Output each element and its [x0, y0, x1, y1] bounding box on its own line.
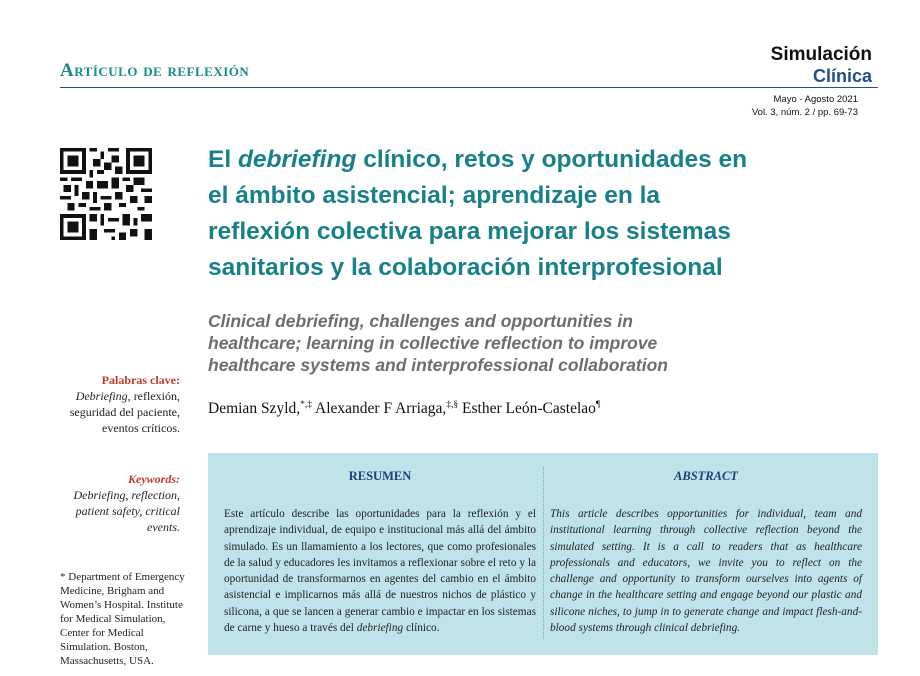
keywords-title: Keywords:	[128, 472, 180, 486]
column-divider	[543, 467, 544, 639]
author-affiliation-mark: ¶	[595, 400, 601, 410]
resumen-text-end: clínico.	[403, 622, 440, 635]
issue-info	[752, 93, 858, 119]
author-name: Demian Szyld,	[208, 400, 301, 418]
palabras-clave-text: reflexión, seguridad del paciente, eventos críticos.	[69, 389, 180, 435]
article-subtitle: Clinical debriefing, challenges and opportunities in healthcare; learning in collective reflection to improve healthcare systems and interprofessional collaboration	[208, 311, 668, 375]
author-name: Esther León-Castelao	[458, 400, 596, 418]
journal-logo	[771, 44, 872, 86]
resumen-heading: RESUMEN	[348, 469, 412, 483]
palabras-clave-italic: Debriefing,	[75, 389, 131, 403]
journal-name-line1: Simulación	[770, 44, 872, 65]
title-pre: El	[208, 146, 238, 173]
abstract-box	[208, 453, 878, 655]
author-affiliation-mark: *,‡	[300, 400, 312, 410]
palabras-clave-block	[56, 372, 180, 436]
abstract-body: This article describes opportunities for individual, team and institutional learning through collective reflection beyond the simulated setting. It is a call to readers that as healthcare professionals and educators, we invite you to reflect on the challenge and opportunity to transform ourselves into agents of change in the healthcare setting and engage beyond our plastic and silicone niches, to jump in to generate change and impact flesh-and-blood systems through clinical debriefing.	[550, 508, 862, 635]
keywords-block	[56, 471, 180, 535]
resumen-column	[224, 453, 536, 636]
author-list	[208, 400, 600, 418]
keywords-list: Debriefing, reflection, patient safety, critical events.	[73, 488, 180, 534]
palabras-clave-title: Palabras clave:	[101, 373, 180, 387]
author-name: Alexander F Arriaga,	[312, 400, 447, 418]
article-title	[208, 142, 768, 286]
title-post: clínico, retos y oportunidades en el ámbito asistencial; aprendizaje en la reflexión colectiva para mejorar los sistemas sanitarios y la colaboración interprofesional	[208, 146, 748, 281]
issue-volume: Vol. 3, núm. 2 / pp. 69-73	[751, 107, 858, 118]
resumen-text: Este artículo describe las oportunidades para la reflexión y el aprendizaje individual, de equipo e institucional más allá del ámbito simulado. Es un llamamiento a los lectores, que como profesionales de la salud y educadores les invitamos a reflexionar sobre el reto y la oportunidad de transformarnos en agentes del cambio en el ámbito asistencial e implicarnos más allá de nuestros nichos de plástico y silicona, a que se lancen a generar cambio e impactar en los sistemas de carne y hueso a través del	[224, 508, 536, 635]
author-affiliation-mark: ‡,§	[446, 400, 459, 410]
issue-date: Mayo - Agosto 2021	[773, 94, 858, 105]
abstract-column	[550, 453, 862, 636]
header-rule	[60, 87, 878, 88]
section-label: Artículo de reflexión	[60, 60, 250, 81]
resumen-italic: debriefing	[356, 622, 404, 635]
qr-code-icon	[60, 148, 152, 240]
palabras-clave-list	[56, 388, 180, 436]
journal-name-line2: Clínica	[812, 66, 872, 86]
affiliation-note: * Department of Emergency Medicine, Brigham and Women’s Hospital. Institute for Medical Simulation, Center for Medical Simulation. Boston, Massachusetts, USA.	[60, 571, 185, 667]
resumen-body	[224, 506, 536, 636]
title-italic: debriefing	[237, 146, 357, 173]
abstract-heading: ABSTRACT	[674, 469, 738, 483]
